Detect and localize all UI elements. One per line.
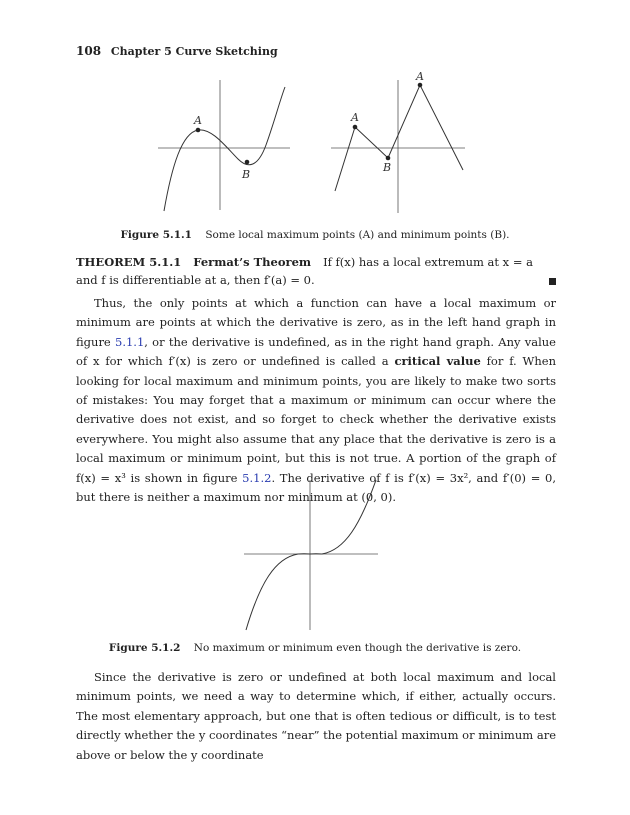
- para-text: . The derivative of f is f′(x) = 3x², and f′(0) = 0, but there is neither a maximum nor minimum at (0, 0).: [76, 470, 556, 505]
- caption-text: No maximum or minimum even though the derivative is zero.: [193, 642, 522, 654]
- qed-square-icon: [549, 278, 556, 285]
- para-text: for f. When looking for local maximum and minimum points, you are likely to make two sorts of mistakes: You may forget that a maximum or minimum can occur where the derivative does not exist, and so forget to check whether the derivative exists everywhere. You might also assume that any place that the derivative is zero is a local maximum or minimum point, but this is not true. A portion of the graph of f(x) = x³ is shown in figure: [76, 354, 556, 485]
- caption-text: Some local maximum points (A) and minimum points (B).: [205, 229, 510, 241]
- label-a: A: [194, 114, 202, 127]
- theorem-text: If f(x) has a local extremum at x = a and f is differentiable at a, then f′(a) = 0.: [76, 255, 533, 287]
- theorem-name: Fermat’s Theorem: [193, 255, 312, 269]
- figure-ref-link[interactable]: 5.1.1: [115, 334, 145, 349]
- figure-label: Figure 5.1.2: [108, 642, 181, 654]
- label-b: B: [242, 168, 251, 181]
- max-point-1: [353, 125, 358, 130]
- chapter-title: Chapter 5 Curve Sketching: [110, 45, 278, 58]
- label-b: B: [383, 161, 392, 174]
- page-number: 108: [76, 44, 102, 58]
- cubic-curve: [164, 87, 285, 211]
- min-point: [245, 160, 250, 165]
- figure-ref-link[interactable]: 5.1.2: [242, 470, 272, 485]
- label-a-1: A: [351, 111, 359, 124]
- figure-label: Figure 5.1.1: [120, 229, 192, 241]
- figure-5-1-2-graph: [240, 478, 385, 633]
- para-text: , or the derivative is undefined, as in the right hand graph. Any value of x for which f′(x) is zero or undefined is called a: [76, 334, 556, 369]
- figure-5-1-1-caption: [0, 229, 630, 241]
- figure-5-1-2-caption: [0, 642, 630, 654]
- running-header: [76, 44, 278, 58]
- figure-5-1-1-right-graph: [325, 65, 475, 217]
- min-point: [386, 156, 391, 161]
- para-text: Thus, the only points at which a function can have a local maximum or minimum are points at which the derivative is zero, as in the left hand graph in figure: [76, 296, 556, 349]
- piecewise-curve: [335, 85, 463, 191]
- paragraph-2: Since the derivative is zero or undefined at both local maximum and local minimum points, we need a way to determine which, if either, actually occurs. The most elementary approach, but one that is often tedious or difficult, is to test directly whether the y coordinates “near” the potential maximum or minimum are above or below the y coordinate: [76, 670, 556, 762]
- label-a-2: A: [416, 70, 424, 83]
- max-point: [196, 128, 201, 133]
- figure-5-1-1-left-graph: [150, 75, 300, 215]
- theorem-label: THEOREM 5.1.1: [76, 255, 182, 269]
- paragraph-1: [76, 294, 556, 507]
- cubic-curve: [246, 480, 376, 630]
- max-point-2: [418, 83, 423, 88]
- critical-value-term: critical value: [394, 354, 481, 369]
- theorem-5-1-1: [76, 253, 556, 289]
